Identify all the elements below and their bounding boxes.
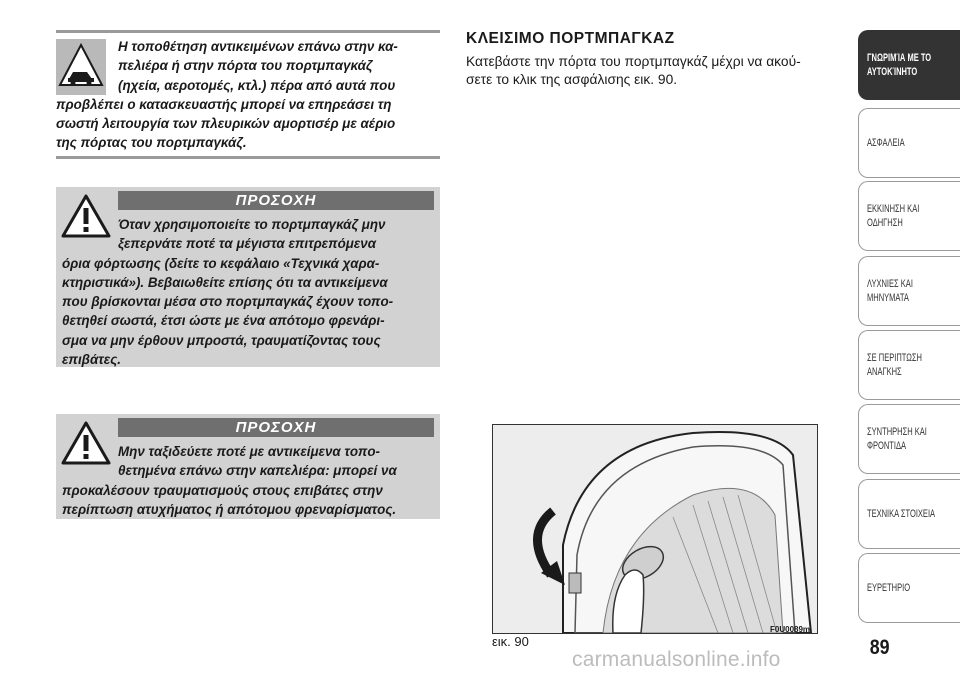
tab-safety[interactable]	[858, 108, 960, 178]
tab-label: ΟΔΗΓΗΣΗ	[867, 217, 903, 229]
warning-text	[62, 442, 434, 519]
tab-label: ΛΥΧΝΙΕΣ ΚΑΙ	[867, 278, 913, 290]
section-body-line: σετε το κλικ της ασφάλισης εικ. 90.	[466, 72, 678, 87]
note-line: της πόρτας του πορτμπαγκάζ.	[56, 135, 247, 151]
tab-label: ΦΡΟΝΤΙΔΑ	[867, 440, 907, 452]
warning-line: θετηθεί σωστά, έτσι ώστε με ένα απότομο φρενάρι-	[62, 313, 385, 329]
tab-label: ΤΕΧΝΙΚΑ ΣΤΟΙΧΕΙΑ	[867, 508, 936, 520]
warning-line: κτηριστικά»). Βεβαιωθείτε επίσης ότι τα αντικείμενα	[62, 274, 388, 290]
warning-line: προκαλέσουν τραυματισμούς στους επιβάτες στην	[62, 482, 383, 498]
note-line: πελιέρα ή στην πόρτα του πορτμπαγκάζ	[118, 58, 373, 74]
warning-box-1	[56, 187, 440, 367]
tab-technical-data[interactable]	[858, 479, 960, 549]
note-line: (ηχεία, αεροτομές, κτλ.) πέρα από αυτά που	[118, 77, 396, 93]
warning-header: ΠΡΟΣΟΧΗ	[118, 418, 434, 437]
watermark: carmanualsonline.info	[572, 648, 781, 671]
tab-getting-to-know-car[interactable]	[858, 30, 960, 100]
warning-line: θετημένα επάνω στην καπελιέρα: μπορεί να	[118, 463, 397, 479]
tab-label: ΣΥΝΤΗΡΗΣΗ ΚΑΙ	[867, 426, 927, 438]
warning-text	[62, 215, 434, 369]
warning-line: ξεπερνάτε ποτέ τα μέγιστα επιτρεπόμενα	[118, 236, 377, 252]
section-title: ΚΛΕΙΣΙΜΟ ΠΟΡΤΜΠΑΓΚΑΖ	[466, 30, 675, 47]
tab-label: ΕΚΚΙΝΗΣΗ ΚΑΙ	[867, 203, 920, 215]
tab-index[interactable]	[858, 553, 960, 623]
page-number: 89	[869, 636, 890, 659]
warning-header: ΠΡΟΣΟΧΗ	[118, 191, 434, 210]
trunk-illustration	[493, 425, 817, 633]
tab-label: ΓΝΩΡΙΜΊΑ ΜΕ ΤΟ	[867, 52, 932, 64]
tab-warning-lights[interactable]	[858, 256, 960, 326]
warning-line: που βρίσκονται μέσα στο πορτμπαγκάζ έχουν τοπο-	[62, 294, 394, 310]
warning-line: Όταν χρησιμοποιείτε το πορτμπαγκάζ μην	[118, 217, 386, 232]
tab-label: ΑΣΦΑΛΕΙΑ	[867, 137, 905, 149]
tab-label: ΣΕ ΠΕΡΙΠΤΩΣΗ	[867, 352, 922, 364]
warning-line: όρια φόρτωσης (δείτε το κεφάλαιο «Τεχνικά χαρα-	[62, 255, 380, 271]
figure-caption: εικ. 90	[492, 634, 529, 649]
warning-line: Μην ταξιδεύετε ποτέ με αντικείμενα τοπο-	[118, 444, 381, 459]
tab-emergency[interactable]	[858, 330, 960, 400]
warning-line: περίπτωση ατυχήματος ή απότομου φρεναρίσματος.	[62, 501, 397, 517]
warning-line: επιβάτες.	[62, 352, 122, 368]
note-box	[56, 30, 440, 159]
tab-maintenance[interactable]	[858, 404, 960, 474]
tab-starting-driving[interactable]	[858, 181, 960, 251]
note-line: προβλέπει ο κατασκευαστής μπορεί να επηρεάσει τη	[56, 96, 392, 112]
warning-line: σμα να μην έρθουν μπροστά, τραυματίζοντας τους	[62, 332, 381, 348]
warning-box-2	[56, 414, 440, 519]
note-text	[56, 37, 440, 153]
section-body	[466, 53, 846, 89]
tab-label: ΑΥΤΟΚΊΝΗΤΟ	[867, 66, 918, 78]
tab-label: ΕΥΡΕΤΗΡΙΟ	[867, 582, 911, 594]
section-body-line: Κατεβάστε την πόρτα του πορτμπαγκάζ μέχρι να ακού-	[466, 54, 801, 69]
tab-label: ΑΝΑΓΚΗΣ	[867, 366, 902, 378]
note-line: σωστή λειτουργία των πλευρικών αμορτισέρ με αέριο	[56, 116, 396, 132]
tab-label: ΜΗΝΥΜΑΤΑ	[867, 292, 909, 304]
figure-code: F0U0089m	[770, 625, 811, 634]
note-line: Η τοποθέτηση αντικειμένων επάνω στην κα-	[118, 39, 398, 54]
figure-trunk-closing	[492, 424, 818, 634]
